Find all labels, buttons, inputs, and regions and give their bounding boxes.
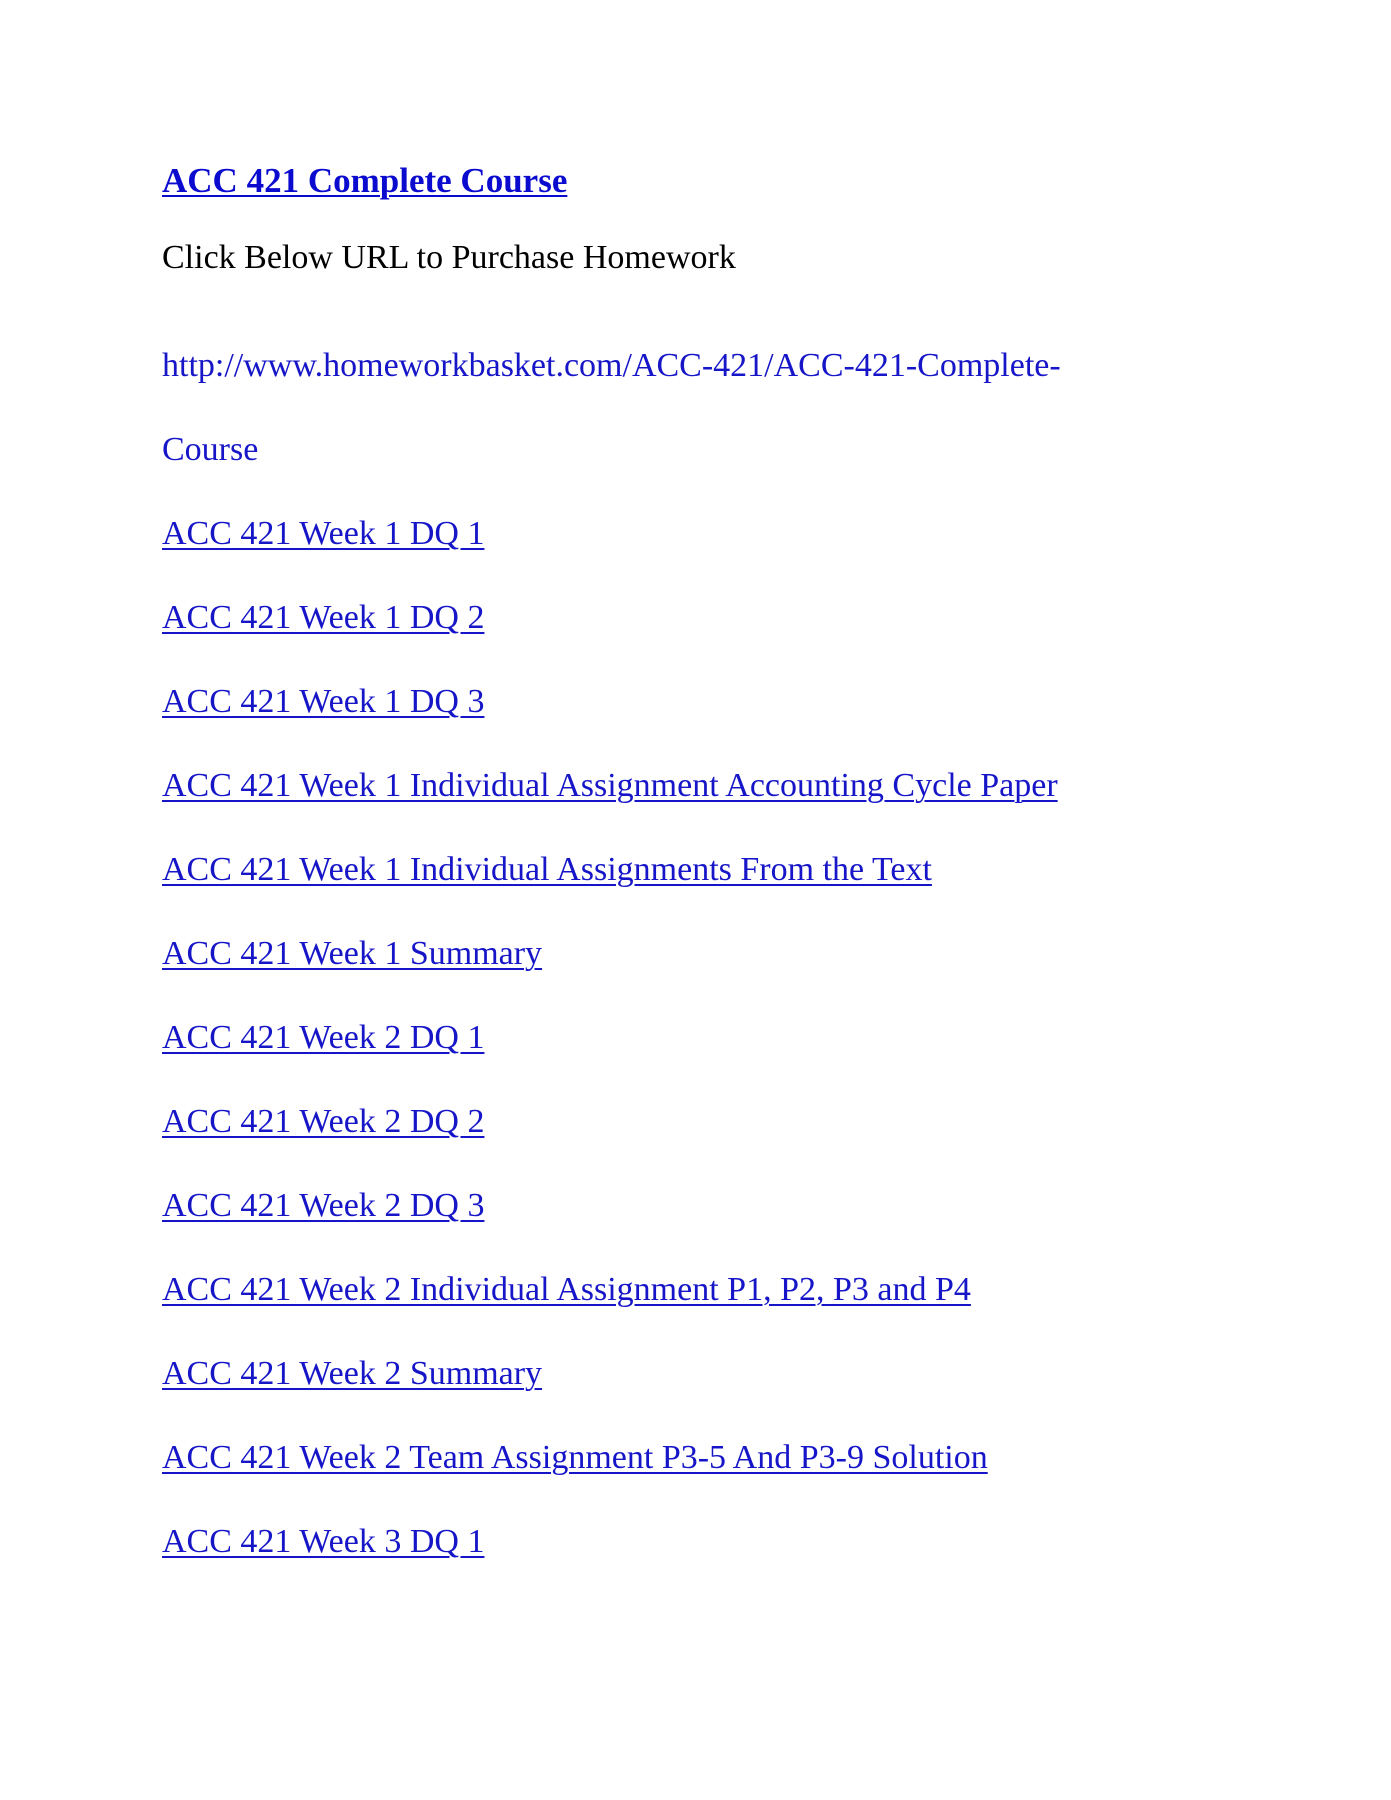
list-item xyxy=(162,576,1242,660)
assignment-link-week1-dq2[interactable]: ACC 421 Week 1 DQ 2 xyxy=(162,598,485,636)
list-item xyxy=(162,996,1242,1080)
list-item xyxy=(162,744,1242,828)
assignment-link-week3-dq1[interactable]: ACC 421 Week 3 DQ 1 xyxy=(162,1522,485,1560)
purchase-url-line-2[interactable]: Course xyxy=(162,430,259,468)
list-item xyxy=(162,1164,1242,1248)
assignment-link-list xyxy=(162,492,1242,1584)
list-item xyxy=(162,828,1242,912)
assignment-link-week1-dq3[interactable]: ACC 421 Week 1 DQ 3 xyxy=(162,682,485,720)
list-item xyxy=(162,1500,1242,1584)
assignment-link-week2-team-assignment[interactable]: ACC 421 Week 2 Team Assignment P3-5 And P3-9 Solution xyxy=(162,1438,988,1476)
list-item xyxy=(162,660,1242,744)
assignment-link-week2-dq2[interactable]: ACC 421 Week 2 DQ 2 xyxy=(162,1102,485,1140)
assignment-link-week2-summary[interactable]: ACC 421 Week 2 Summary xyxy=(162,1354,543,1392)
assignment-link-week2-individual-p1-p4[interactable]: ACC 421 Week 2 Individual Assignment P1, P2, P3 and P4 xyxy=(162,1270,971,1308)
list-item xyxy=(162,1248,1242,1332)
assignment-link-week1-accounting-cycle-paper[interactable]: ACC 421 Week 1 Individual Assignment Accounting Cycle Paper xyxy=(162,766,1058,804)
purchase-url xyxy=(162,324,1162,492)
document-content xyxy=(162,160,1242,1584)
purchase-url-line-1[interactable]: http://www.homeworkbasket.com/ACC-421/ACC-421-Complete- xyxy=(162,346,1061,384)
assignment-link-week1-summary[interactable]: ACC 421 Week 1 Summary xyxy=(162,934,543,972)
assignment-link-week1-dq1[interactable]: ACC 421 Week 1 DQ 1 xyxy=(162,514,485,552)
list-item xyxy=(162,1332,1242,1416)
list-item xyxy=(162,492,1242,576)
course-title-link[interactable]: ACC 421 Complete Course xyxy=(162,161,568,200)
list-item xyxy=(162,912,1242,996)
list-item xyxy=(162,1080,1242,1164)
assignment-link-week2-dq3[interactable]: ACC 421 Week 2 DQ 3 xyxy=(162,1186,485,1224)
list-item xyxy=(162,1416,1242,1500)
assignment-link-week1-assignments-from-text[interactable]: ACC 421 Week 1 Individual Assignments From the Text xyxy=(162,850,932,888)
purchase-instruction: Click Below URL to Purchase Homework xyxy=(162,239,736,276)
assignment-link-week2-dq1[interactable]: ACC 421 Week 2 DQ 1 xyxy=(162,1018,485,1056)
